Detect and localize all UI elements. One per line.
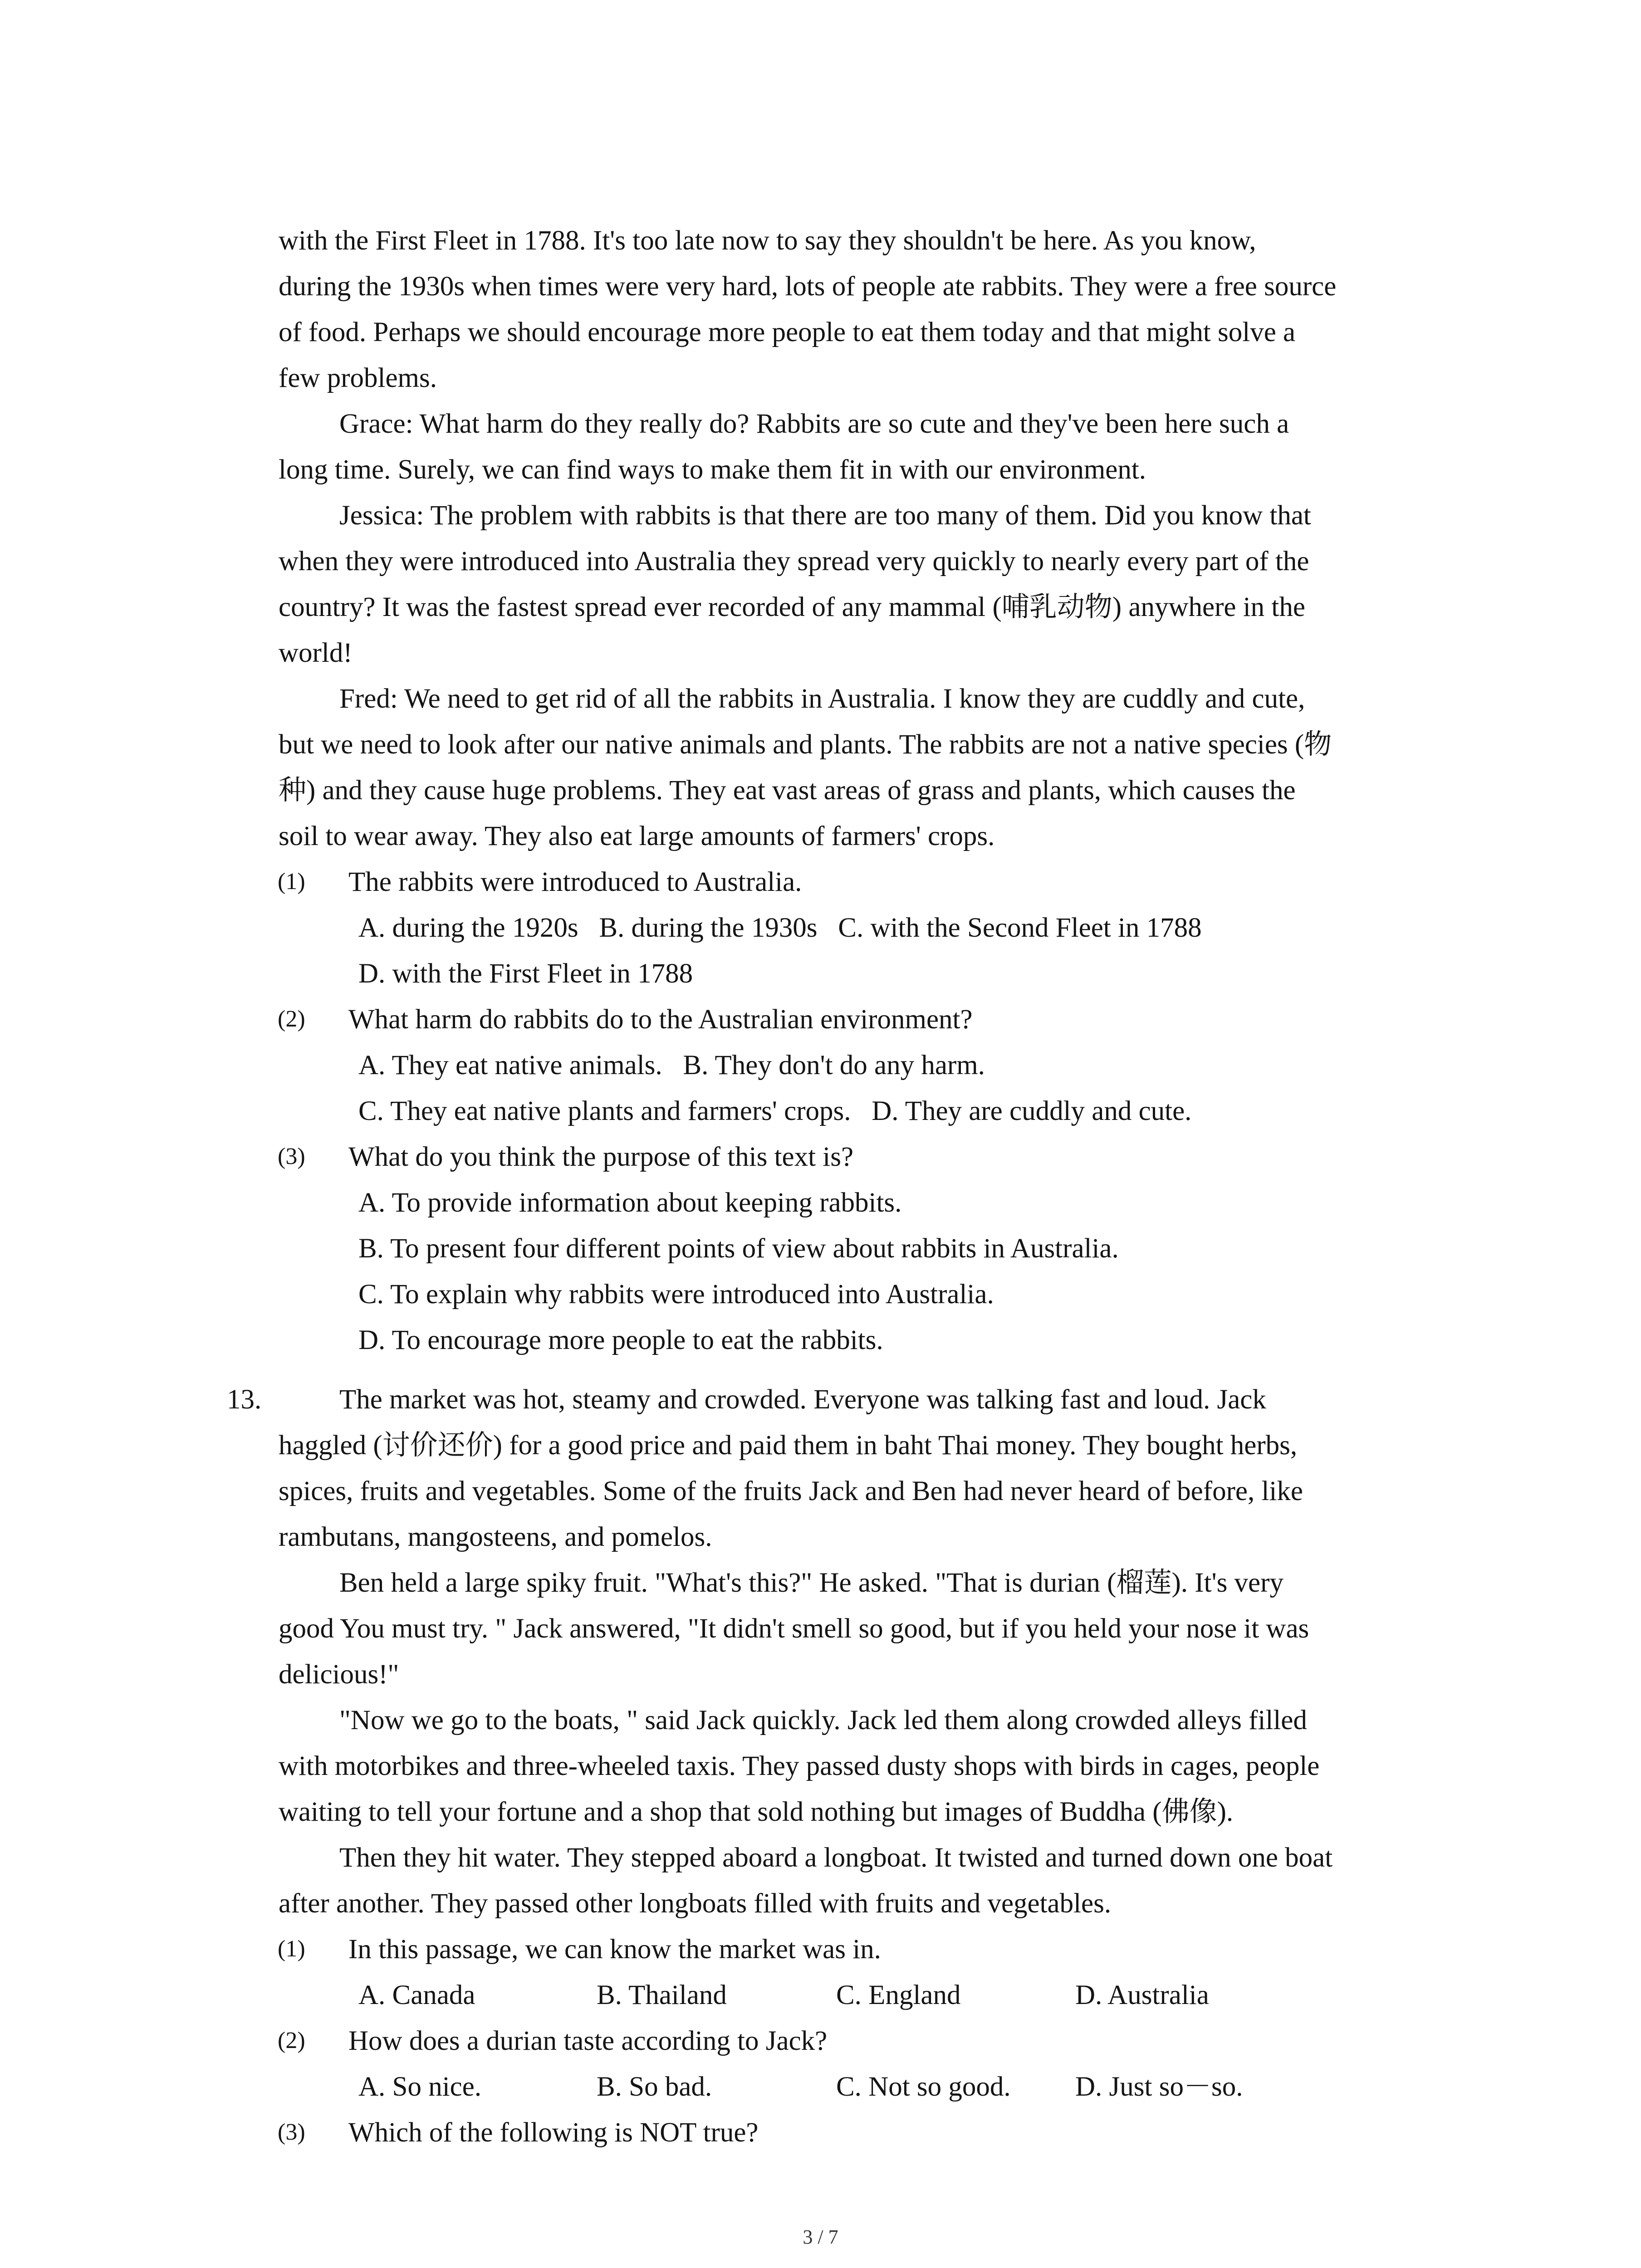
page-number: 3 / 7 — [803, 2226, 838, 2248]
question-text: In this passage, we can know the market was in. — [348, 1934, 881, 1965]
passage-12-line: but we need to look after our native animals and plants. The rabbits are not a native species (物 — [279, 729, 1332, 760]
option-d: D. Just so－so. — [1075, 2072, 1243, 2102]
passage-12-line: soil to wear away. They also eat large amounts of farmers' crops. — [279, 821, 995, 851]
passage-12-line: with the First Fleet in 1788. It's too late now to say they shouldn't be here. As you know, — [279, 225, 1256, 256]
option-line: C. To explain why rabbits were introduced into Australia. — [358, 1279, 994, 1310]
passage-13-line: after another. They passed other longboats filled with fruits and vegetables. — [279, 1888, 1112, 1919]
question-text: What harm do rabbits do to the Australian environment? — [348, 1004, 973, 1035]
option-d: D. Australia — [1075, 1980, 1209, 2010]
passage-12-line: when they were introduced into Australia they spread very quickly to nearly every part of the — [279, 546, 1309, 577]
option-b: B. So bad. — [597, 2072, 712, 2102]
passage-12-line: Jessica: The problem with rabbits is that there are too many of them. Did you know that — [339, 500, 1311, 531]
passage-12-line: Fred: We need to get rid of all the rabbits in Australia. I know they are cuddly and cute, — [339, 684, 1305, 714]
question-number: (2) — [278, 1006, 305, 1032]
passage-12-line: during the 1930s when times were very hard, lots of people ate rabbits. They were a free source — [279, 271, 1337, 302]
question-text: How does a durian taste according to Jack? — [348, 2026, 828, 2056]
option-c: C. Not so good. — [836, 2072, 1011, 2102]
passage-13-line: The market was hot, steamy and crowded. Everyone was talking fast and loud. Jack — [339, 1384, 1266, 1415]
question-text: Which of the following is NOT true? — [348, 2117, 759, 2148]
passage-12-line: few problems. — [279, 363, 437, 393]
question-text: What do you think the purpose of this text is? — [348, 1142, 854, 1172]
passage-13-line: with motorbikes and three-wheeled taxis. They passed dusty shops with birds in cages, people — [279, 1751, 1320, 1781]
option-a: A. Canada — [358, 1980, 475, 2010]
passage-13-line: Ben held a large spiky fruit. "What's this?" He asked. "That is durian (榴莲). It's very — [339, 1568, 1283, 1598]
passage-12-line: 种) and they cause huge problems. They eat vast areas of grass and plants, which causes the — [279, 775, 1296, 806]
passage-13-line: good You must try. " Jack answered, "It didn't smell so good, but if you held your nose it was — [279, 1613, 1309, 1644]
passage-12-line: Grace: What harm do they really do? Rabbits are so cute and they've been here such a — [339, 409, 1289, 439]
passage-12-line: world! — [279, 638, 353, 668]
option-c: C. England — [836, 1980, 961, 2010]
option-line: A. during the 1920s B. during the 1930s C. with the Second Fleet in 1788 — [358, 913, 1202, 943]
question-number: (1) — [278, 1936, 305, 1962]
option-line: A. To provide information about keeping rabbits. — [358, 1188, 902, 1218]
option-a: A. So nice. — [358, 2072, 482, 2102]
option-line: A. They eat native animals. B. They don't do any harm. — [358, 1050, 985, 1080]
passage-13-line: haggled (讨价还价) for a good price and paid them in baht Thai money. They bought herbs, — [279, 1430, 1298, 1461]
passage-12-line: long time. Surely, we can find ways to make them fit in with our environment. — [279, 455, 1146, 485]
passage-number: 13. — [227, 1384, 262, 1415]
question-number: (3) — [278, 1144, 305, 1169]
option-line: C. They eat native plants and farmers' crops. D. They are cuddly and cute. — [358, 1096, 1192, 1126]
question-number: (3) — [278, 2119, 305, 2145]
passage-13-line: Then they hit water. They stepped aboard a longboat. It twisted and turned down one boat — [339, 1843, 1333, 1873]
passage-13-line: delicious!" — [279, 1659, 399, 1690]
passage-13-line: rambutans, mangosteens, and pomelos. — [279, 1522, 712, 1552]
question-number: (2) — [278, 2028, 305, 2053]
option-line: D. To encourage more people to eat the rabbits. — [358, 1325, 883, 1355]
question-number: (1) — [278, 869, 305, 894]
passage-13-line: "Now we go to the boats, " said Jack quickly. Jack led them along crowded alleys filled — [339, 1705, 1307, 1735]
passage-13-line: spices, fruits and vegetables. Some of the fruits Jack and Ben had never heard of before, like — [279, 1476, 1303, 1506]
passage-12-line: of food. Perhaps we should encourage more people to eat them today and that might solve a — [279, 317, 1296, 347]
option-line: B. To present four different points of view about rabbits in Australia. — [358, 1233, 1119, 1264]
passage-12-line: country? It was the fastest spread ever recorded of any mammal (哺乳动物) anywhere in the — [279, 592, 1305, 622]
option-b: B. Thailand — [597, 1980, 727, 2010]
question-text: The rabbits were introduced to Australia. — [348, 867, 802, 897]
passage-13-line: waiting to tell your fortune and a shop that sold nothing but images of Buddha (佛像). — [279, 1797, 1234, 1827]
option-line: D. with the First Fleet in 1788 — [358, 958, 693, 989]
